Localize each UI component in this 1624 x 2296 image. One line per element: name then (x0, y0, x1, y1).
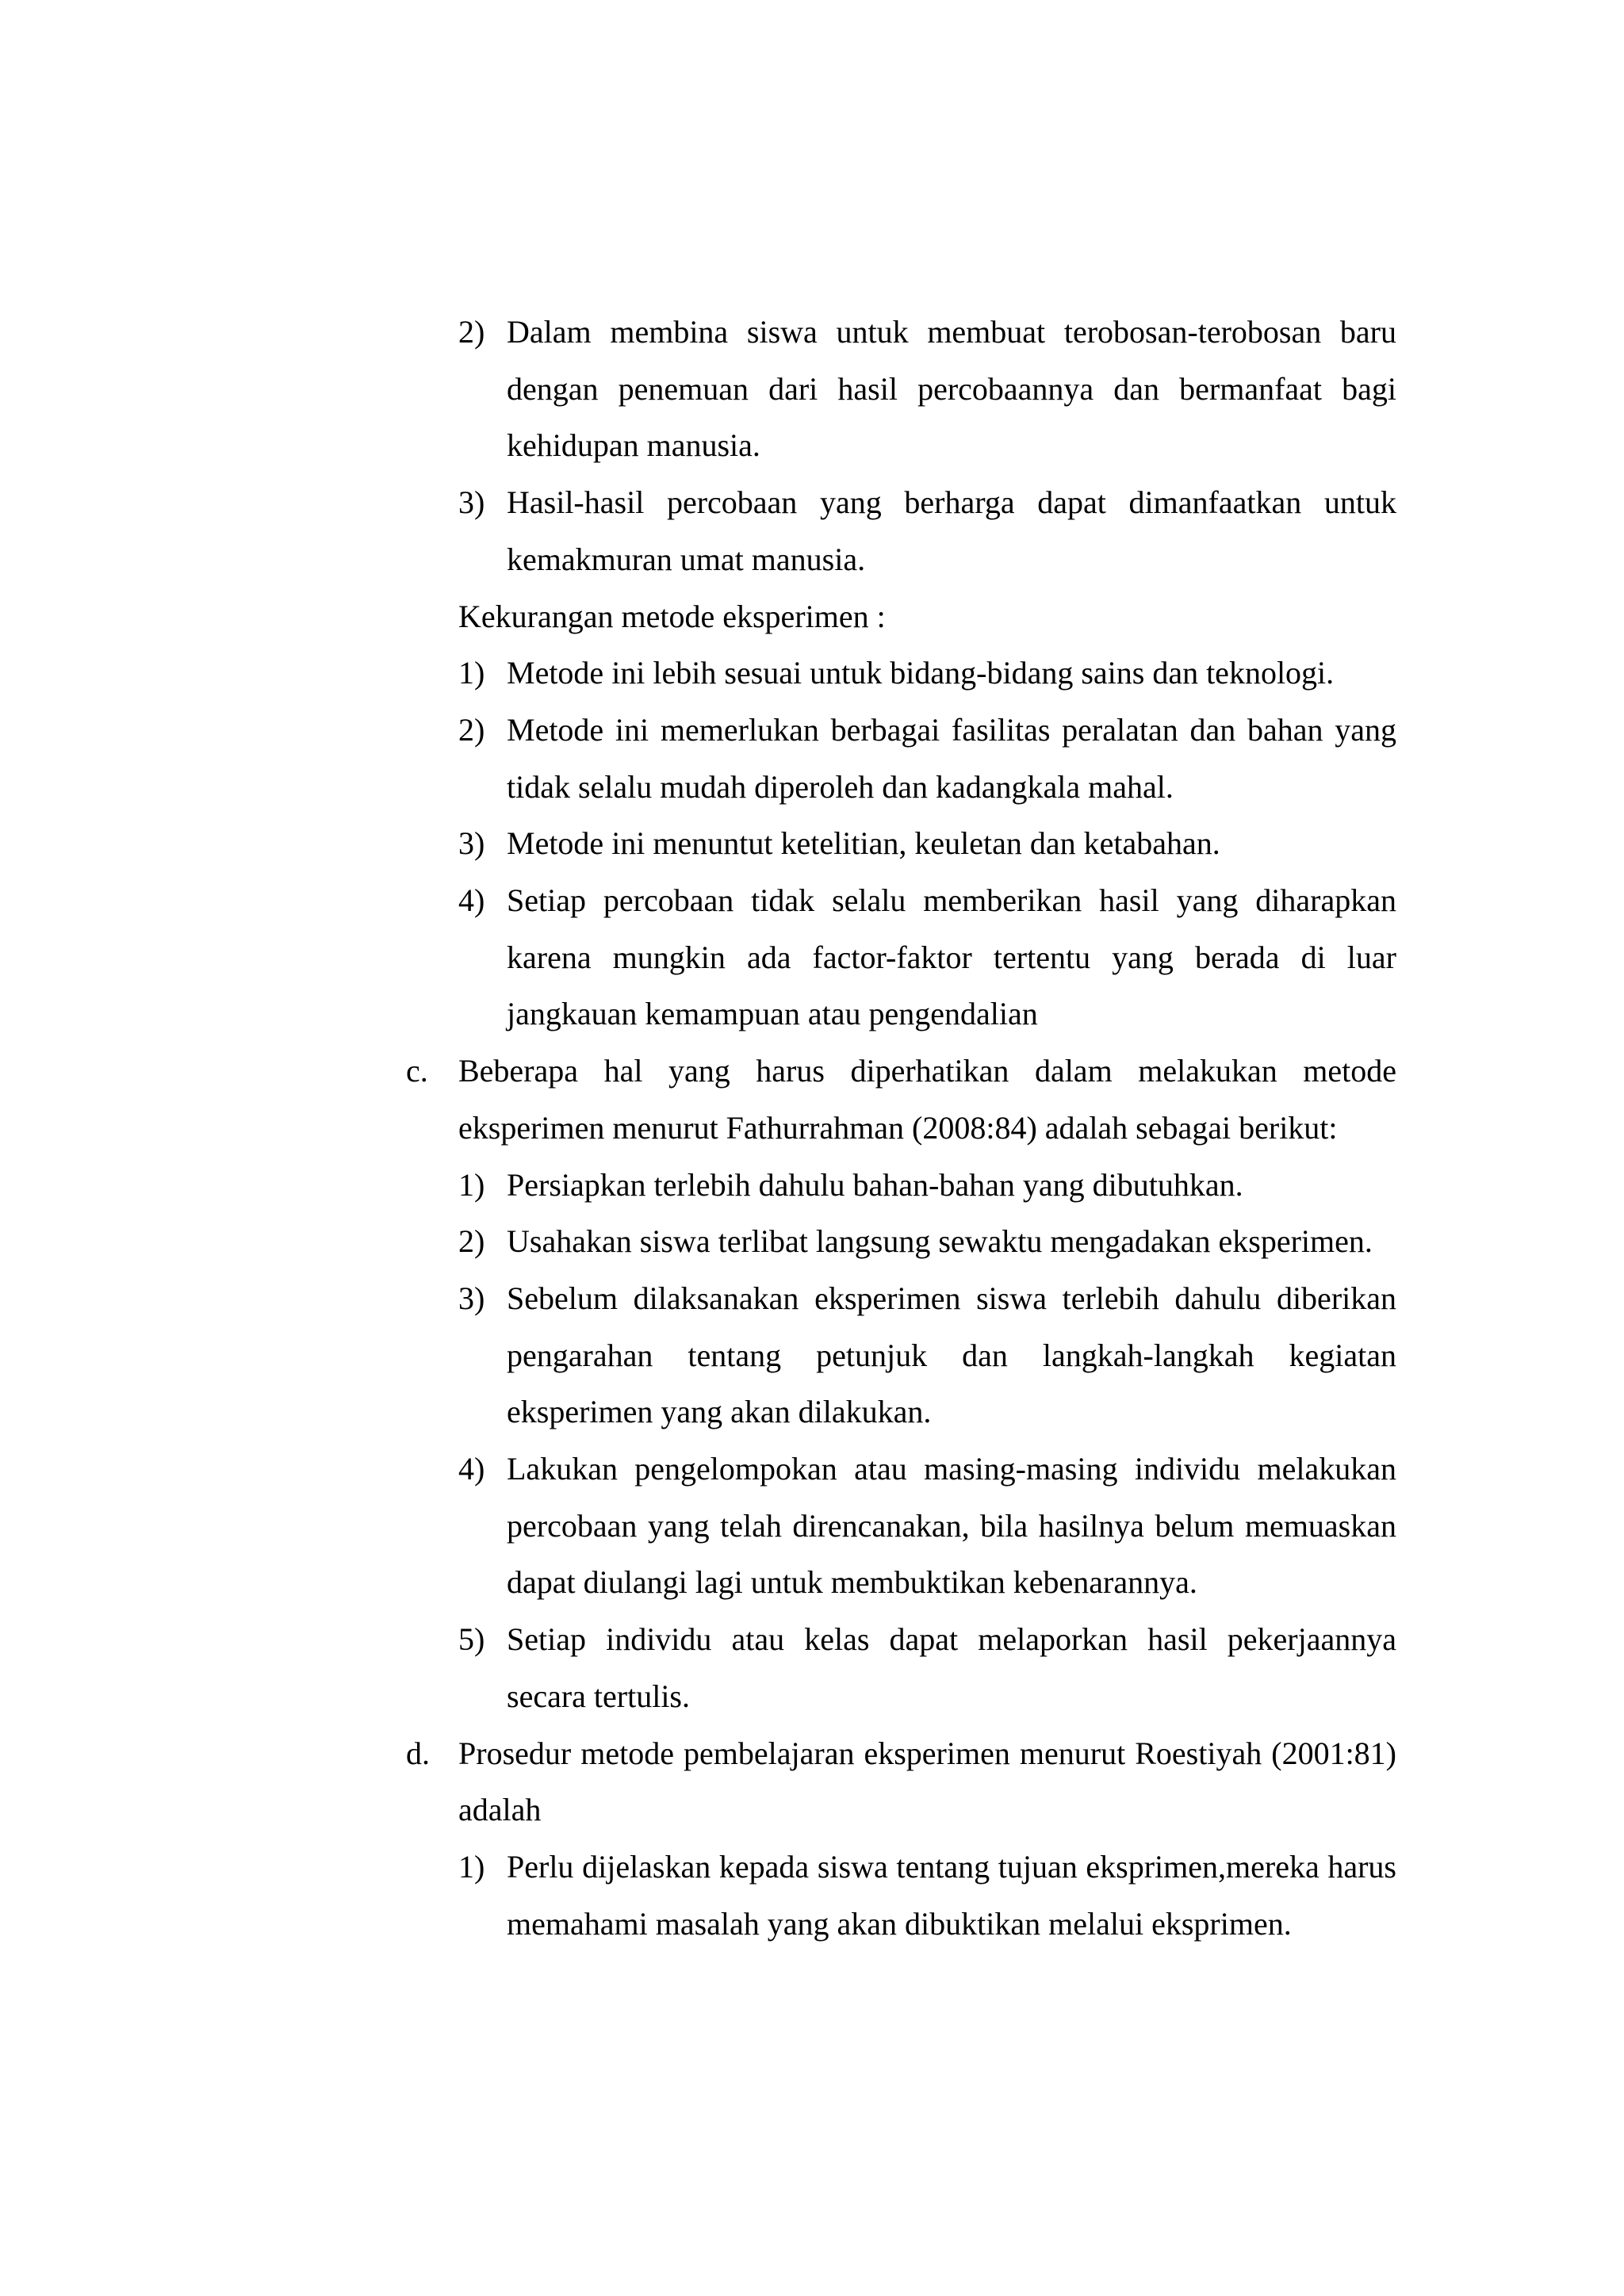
list-marker: 1) (458, 655, 485, 691)
list-marker: 4) (458, 1451, 485, 1487)
list-item-text: Usahakan siswa terlibat langsung sewaktu mengadakan eksperimen. (507, 1223, 1373, 1260)
list-item-text: Setiap individu atau kelas dapat melaporkan hasil pekerjaannya secara tertulis. (507, 1621, 1396, 1714)
list-item (406, 304, 1396, 474)
section-item-text: Beberapa hal yang harus diperhatikan dalam melakukan metode eksperimen menurut Fathurrahman (2008:84) adalah sebagai berikut: (458, 1053, 1396, 1146)
section-marker: c. (406, 1053, 428, 1089)
list-marker: 2) (458, 711, 485, 748)
list-item-text: Metode ini menuntut ketelitian, keuletan dan ketabahan. (507, 825, 1220, 862)
list-marker: 3) (458, 484, 485, 521)
list-item-text: Persiapkan terlebih dahulu bahan-bahan yang dibutuhkan. (507, 1166, 1243, 1203)
list-item-text: Setiap percobaan tidak selalu memberikan hasil yang diharapkan karena mungkin ada factor-faktor tertentu yang berada di luar jangkauan kemampuan atau pengendalian (507, 882, 1396, 1032)
section-item (406, 1725, 1396, 1839)
list-item-text: Hasil-hasil percobaan yang berharga dapat dimanfaatkan untuk kemakmuran umat manusia. (507, 484, 1396, 577)
list-item (406, 1213, 1396, 1270)
list-item (406, 1441, 1396, 1611)
list-item (406, 872, 1396, 1043)
subheading-text: Kekurangan metode eksperimen : (458, 598, 886, 634)
list-marker: 3) (458, 1280, 485, 1316)
list-marker: 3) (458, 825, 485, 862)
section-marker: d. (406, 1735, 430, 1771)
document-body (406, 304, 1396, 1952)
list-marker: 2) (458, 314, 485, 350)
list-item (406, 474, 1396, 587)
list-item (406, 645, 1396, 702)
list-item (406, 1839, 1396, 1952)
list-item-text: Sebelum dilaksanakan eksperimen siswa terlebih dahulu diberikan pengarahan tentang petunjuk dan langkah-langkah kegiatan eksperimen yang akan dilakukan. (507, 1280, 1396, 1430)
list-item (406, 815, 1396, 872)
list-item (406, 1611, 1396, 1724)
list-marker: 2) (458, 1223, 485, 1260)
list-marker: 5) (458, 1621, 485, 1658)
subheading (406, 588, 1396, 645)
list-item-text: Dalam membina siswa untuk membuat terobosan-terobosan baru dengan penemuan dari hasil percobaannya dan bermanfaat bagi kehidupan manusia. (507, 314, 1396, 464)
section-item (406, 1043, 1396, 1156)
list-marker: 1) (458, 1848, 485, 1885)
list-item (406, 1157, 1396, 1214)
list-item (406, 1270, 1396, 1441)
list-marker: 4) (458, 882, 485, 919)
list-marker: 1) (458, 1166, 485, 1203)
list-item-text: Perlu dijelaskan kepada siswa tentang tujuan eksprimen,mereka harus memahami masalah yang akan dibuktikan melalui eksprimen. (507, 1848, 1396, 1942)
list-item-text: Metode ini memerlukan berbagai fasilitas peralatan dan bahan yang tidak selalu mudah diperoleh dan kadangkala mahal. (507, 711, 1396, 805)
section-item-text: Prosedur metode pembelajaran eksperimen menurut Roestiyah (2001:81) adalah (458, 1735, 1396, 1828)
list-item-text: Metode ini lebih sesuai untuk bidang-bidang sains dan teknologi. (507, 655, 1335, 691)
list-item-text: Lakukan pengelompokan atau masing-masing individu melakukan percobaan yang telah direncanakan, bila hasilnya belum memuaskan dapat diulangi lagi untuk membuktikan kebenarannya. (507, 1451, 1396, 1601)
list-item (406, 702, 1396, 815)
